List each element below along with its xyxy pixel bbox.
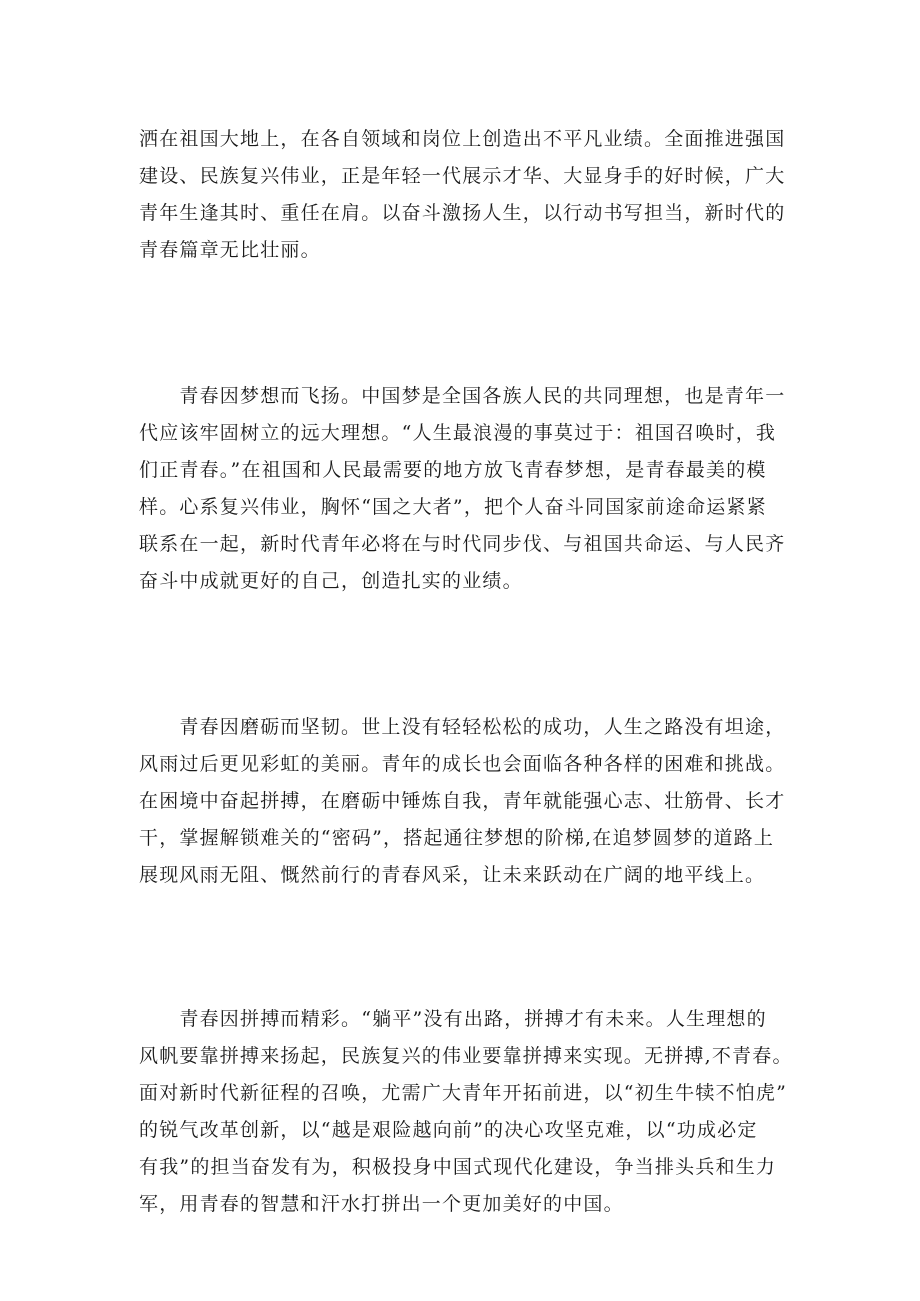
paragraph-line: 面对新时代新征程的召唤，尤需广大青年开拓前进，以“初生牛犊不怕虎”	[139, 1082, 788, 1104]
paragraph-line: 的锐气改革创新，以“越是艰险越向前”的决心攻坚克难，以“功成必定	[139, 1119, 758, 1141]
paragraph-line: 青春篇章无比壮丽。	[139, 239, 321, 261]
paragraph-2	[139, 378, 786, 600]
paragraph-line: 风雨过后更见彩虹的美丽。青年的成长也会面临各种各样的困难和挑战。	[139, 753, 786, 775]
paragraph-line: 联系在一起，新时代青年必将在与时代同步伐、与祖国共命运、与人民齐	[139, 533, 786, 555]
paragraph-line: 青春因磨砺而坚韧。世上没有轻轻松松的成功，人生之路没有坦途，	[139, 716, 786, 738]
paragraph-line: 青春因梦想而飞扬。中国梦是全国各族人民的共同理想，也是青年一	[139, 385, 786, 407]
paragraph-line: 在困境中奋起拼搏，在磨砺中锤炼自我，青年就能强心志、壮筋骨、长才	[139, 790, 786, 812]
paragraph-line: 干，掌握解锁难关的“密码”，搭起通往梦想的阶梯,在追梦圆梦的道路上	[139, 827, 775, 849]
paragraph-line: 展现风雨无阻、慨然前行的青春风采，让未来跃动在广阔的地平线上。	[139, 864, 766, 886]
paragraph-line: 代应该牢固树立的远大理想。“人生最浪漫的事莫过于：祖国召唤时，我	[139, 422, 777, 444]
paragraph-4	[139, 1001, 793, 1223]
paragraph-line: 军，用青春的智慧和汗水打拼出一个更加美好的中国。	[139, 1193, 624, 1215]
paragraph-line: 奋斗中成就更好的自己，创造扎实的业绩。	[139, 570, 523, 592]
paragraph-line: 青年生逢其时、重任在肩。以奋斗激扬人生，以行动书写担当，新时代的	[139, 202, 786, 224]
paragraph-line: 们正青春。”在祖国和人民最需要的地方放飞青春梦想，是青春最美的模	[139, 459, 767, 481]
paragraph-line: 建设、民族复兴伟业，正是年轻一代展示才华、大显身手的好时候，广大	[139, 165, 786, 187]
paragraph-line: 青春因拼搏而精彩。“躺平”没有出路，拼搏才有未来。人生理想的	[139, 1008, 767, 1030]
paragraph-3	[139, 709, 786, 894]
paragraph-line: 洒在祖国大地上，在各自领域和岗位上创造出不平凡业绩。全面推进强国	[139, 128, 786, 150]
paragraph-line: 样。心系复兴伟业，胸怀“国之大者”，把个人奋斗同国家前途命运紧紧	[139, 496, 767, 518]
paragraph-line: 有我”的担当奋发有为，积极投身中国式现代化建设，争当排头兵和生力	[139, 1156, 777, 1178]
paragraph-1	[139, 121, 786, 269]
paragraph-line: 风帆要靠拼搏来扬起，民族复兴的伟业要靠拼搏来实现。无拼搏,不青春。	[139, 1045, 793, 1067]
